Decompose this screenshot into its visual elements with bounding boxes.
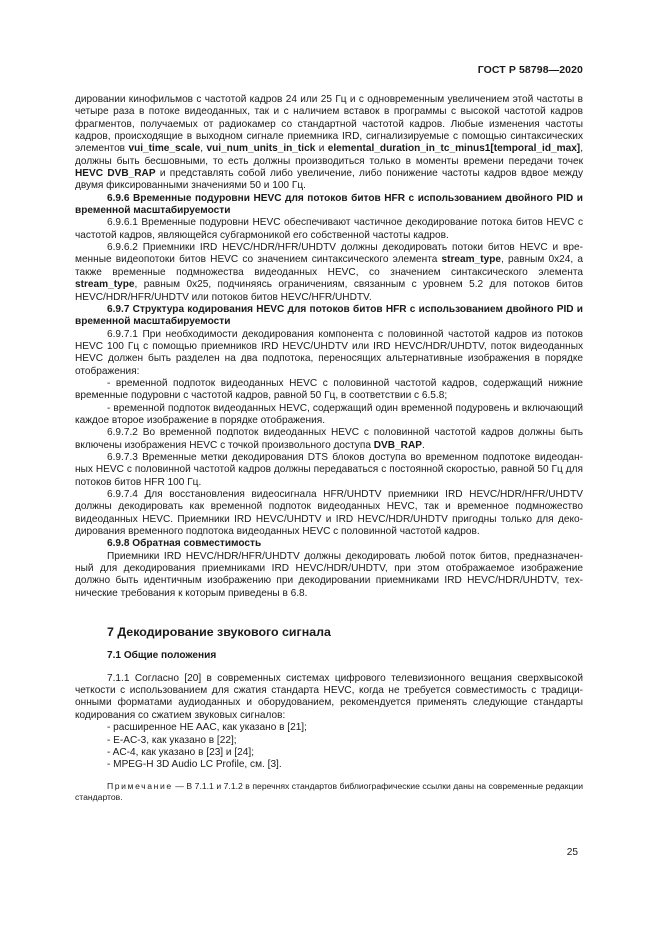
section-heading-6-9-8: 6.9.8 Обратная совместимость <box>107 538 262 550</box>
paragraph-7-1-1: 7.1.1 Согласно [20] в современных системах цифрового телевизионного вещания сверхвысокой четкости с использованием для сжатия стандарта HEVC, когда не требуется совместимость с традиционными форматами аудиоданных и оборудованием, рекомендуется применять следующие стандарты кодирования со сжатием звуковых сигналов: <box>75 672 583 721</box>
dash-item: - временной подпоток видеоданных HEVC с половинной частотой кадров, содержащий нижние временные подуровни с частотой кадров, равной 50 Гц, в соответствии с 6.5.8; <box>75 377 583 402</box>
text-run: , должны быть бесшовными, то есть должны производиться только в моменты времени передачи точек <box>75 143 583 167</box>
dash-item: - временной подпоток видеоданных HEVC, содержащий один временной подуровень и включающий каждое второе изображение в порядке отображения. <box>75 402 583 426</box>
standard-designation: ГОСТ Р 58798—2020 <box>477 64 583 76</box>
syntax-element: vui_num_units_in_tick <box>206 143 316 155</box>
syntax-element: HEVC DVB_RAP <box>75 168 156 180</box>
text-run: . <box>422 439 425 451</box>
paragraph-6-9-7-3: 6.9.7.3 Временные метки декодирования DTS блоков доступа во временном подпотоке видеоданных HEVC с половинной частотой кадров должны передаваться с постоянной скоростью, равной 50 Гц для потоков битов HFR 100 Гц. <box>75 451 583 488</box>
section-heading-7-1: 7.1 Общие положения <box>107 650 217 662</box>
note-text: — В 7.1.1 и 7.1.2 в перечнях стандартов библиографические ссылки даны на современные редакции стандартов. <box>75 780 583 802</box>
text-run: , равным 0x25, подчиняясь ограничениям, связанным с уровнем 5.2 для потоков битов HEVC/HDR/HFR/UHDTV или потоков битов HEVC/HFR/UHDTV. <box>75 279 583 303</box>
text-run: 6.9.7.2 Во временной подпоток видеоданных HEVC с половинной частотой кадров должны быть включены изображения HEVC с точкой произвольного доступа <box>75 427 583 451</box>
section-heading-7: 7 Декодирование звукового сигнала <box>107 625 331 640</box>
paragraph-6-9-6-1: 6.9.6.1 Временные подуровни HEVC обеспечивают частичное декодирование потока битов HEVC с частотой кадров, являющейся субгармоникой его собственной частоты кадров. <box>75 217 583 241</box>
paragraph-continuation <box>75 94 583 193</box>
syntax-element: stream_type <box>75 279 135 291</box>
text-run: и <box>315 143 328 155</box>
syntax-element: stream_type <box>441 254 501 266</box>
paragraph-6-9-7-2 <box>75 427 583 452</box>
syntax-element: DVB_RAP <box>373 439 422 451</box>
page-body <box>75 94 583 803</box>
list-item: - MPEG-H 3D Audio LC Profile, см. [3]. <box>107 759 282 771</box>
list-item: - AC-4, как указано в [23] и [24]; <box>107 746 254 758</box>
text-run: дировании кинофильмов с частотой кадров 24 или 25 Гц и с одновременным увеличением этой частоты в четыре раза в потоке видеоданных, так и с наличием вставок в программы с высокой частотой кадров фрагментов, получаемых от радиокамер со стандартной частотой кадров. Любые изменения частоты кадров, происходящие в выходном сигнале приемника IRD, сигнализируемые с помощью синтаксических элементов <box>75 94 583 155</box>
note <box>75 781 583 803</box>
paragraph-6-9-6-2 <box>75 242 583 304</box>
syntax-element: elemental_duration_in_tc_minus1[temporal_id_max] <box>327 143 581 155</box>
paragraph-6-9-8: Приемники IRD HEVC/HDR/HFR/UHDTV должны декодировать любой поток битов, предназначенный для декодирования приемниками IRD HEVC/HDR/UHDTV, при этом отображаемое изображение должно быть идентичным изображению при декодировании приемниками IRD HEVC/HDR/UHDTV, технические требования к которым приведены в 6.8. <box>75 550 583 599</box>
text-run: 6.9.6.2 Приемники IRD HEVC/HDR/HFR/UHDTV должны декодировать потоки битов HEVC и временные видеопотоки битов HEVC со значением синтаксического элемента <box>75 242 583 266</box>
text-run: и представлять собой либо увеличение, либо понижение частоты кадров вдвое между двумя фиксированными значениями 50 и 100 Гц. <box>75 168 583 192</box>
section-heading-6-9-6: 6.9.6 Временные подуровни HEVC для потоков битов HFR с использованием двойного PID и временной масштабируемости <box>75 192 583 217</box>
text-run: , равным 0x24, а также временные подмножества видеоданных HEVC, со значением синтаксического элемента <box>75 254 583 278</box>
list-item: - E-AC-3, как указано в [22]; <box>107 734 237 746</box>
note-label: Примечание <box>107 780 173 791</box>
syntax-element: vui_time_scale <box>128 143 201 155</box>
page-number: 25 <box>566 847 578 858</box>
text-run: , <box>200 143 207 155</box>
section-heading-6-9-7: 6.9.7 Структура кодирования HEVC для потоков битов HFR с использованием двойного PID и временной масштабируемости <box>75 303 583 328</box>
list-item: - расширенное HE AAC, как указано в [21]; <box>107 722 307 734</box>
paragraph-6-9-7-1: 6.9.7.1 При необходимости декодирования компонента с половинной частотой кадров из потоков HEVC 100 Гц с помощью приемников IRD HEVC/UHDTV или IRD HEVC/HDR/UHDTV, поток видеоданных HEVC должен быть разделен на два подпотока, переносящих альтернативные изображения в порядке отображения: <box>75 328 583 377</box>
paragraph-6-9-7-4: 6.9.7.4 Для восстановления видеосигнала HFR/UHDTV приемники IRD HEVC/HDR/HFR/UHDTV должны декодировать как временной подпоток видеоданных HEVC, так и временное подмножество видеоданных HEVC. Приемники IRD HEVC/UHDTV и IRD HEVC/HDR/UHDTV пригодны только для декодирования временного подпотока видеоданных HEVC с половинной частотой кадров. <box>75 489 583 538</box>
